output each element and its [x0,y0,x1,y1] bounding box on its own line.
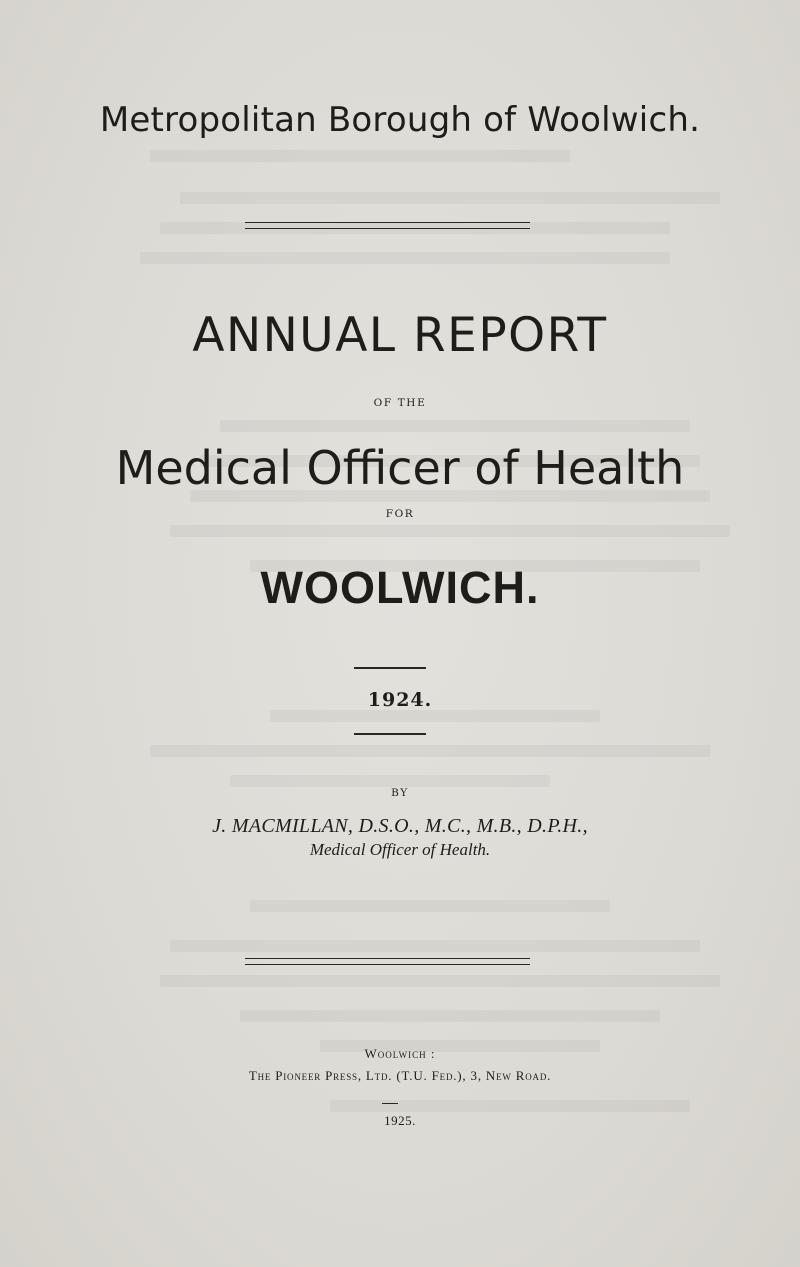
place-title: WOOLWICH. [260,562,540,613]
report-title: ANNUAL REPORT [192,308,608,363]
of-the-label: OF THE [373,397,427,409]
for-label: FOR [385,508,415,520]
author-role: Medical Officer of Health. [309,840,491,859]
author-name: J. MACMILLAN, D.S.O., M.C., M.B., D.P.H., [212,815,588,837]
double-rule-top [245,222,530,229]
rule-below-year [354,733,426,735]
publication-place: Woolwich : [364,1046,436,1061]
publication-year: 1925. [384,1113,416,1128]
report-year: 1924. [367,689,433,711]
double-rule-bottom [245,958,530,965]
borough-heading: Metropolitan Borough of Woolwich. [99,100,701,140]
rule-above-year [354,667,426,669]
by-label: BY [391,787,409,799]
officer-title: Medical Officer of Health [115,441,685,495]
publisher-line: The Pioneer Press, Ltd. (T.U. Fed.), 3, New Road. [248,1068,552,1083]
short-rule-publication [382,1103,398,1104]
